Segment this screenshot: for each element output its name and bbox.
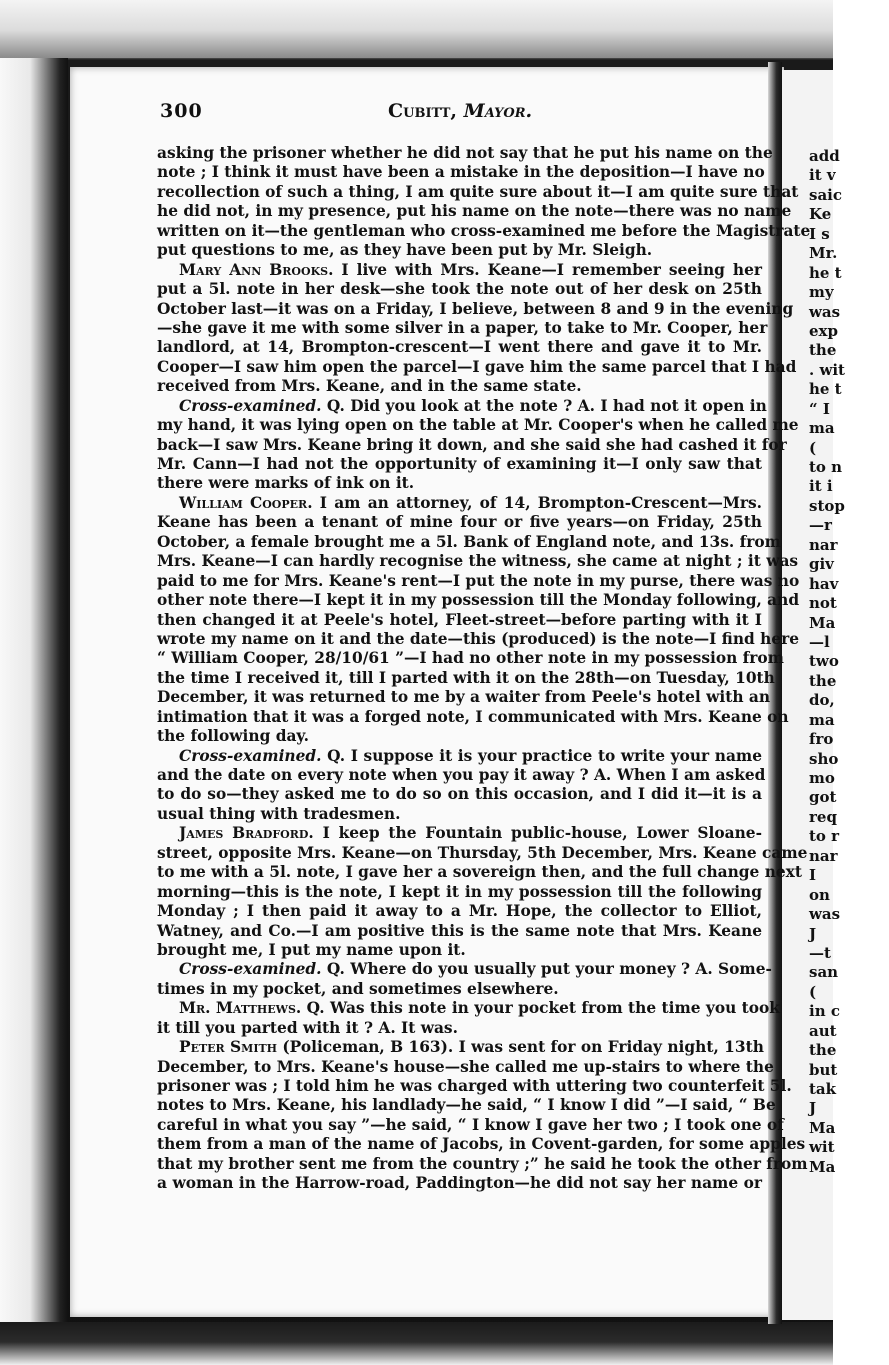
- text-line: [157, 1174, 762, 1193]
- line-text: then changed it at Peele's hotel, Fleet-street—before parting with it I: [157, 610, 762, 629]
- line-text: Cooper—I saw him open the parcel—I gave him the same parcel that I had: [157, 357, 797, 376]
- line-text: notes to Mrs. Keane, his landlady—he said, “ I know I did ”—I said, “ Be: [157, 1096, 776, 1115]
- facing-page-fragment: to r: [809, 827, 840, 846]
- facing-page-fragment: ma: [809, 419, 835, 438]
- line-text: he did not, in my presence, put his name on the note—there was no name: [157, 202, 792, 221]
- line-text: note ; I think it must have been a mistake in the deposition—I have no: [157, 163, 765, 182]
- text-line: [157, 261, 762, 280]
- text-line: [157, 805, 762, 824]
- line-text: I am an attorney, of 14, Brompton-Crescent—Mrs.: [312, 493, 762, 512]
- text-line: [157, 747, 762, 766]
- line-text: received from Mrs. Keane, and in the same state.: [157, 377, 582, 396]
- cross-examined-label: Cross-examined.: [179, 960, 322, 979]
- text-line: [157, 824, 762, 843]
- line-text: the following day.: [157, 727, 309, 746]
- line-text: and the date on every note when you pay it away ? A. When I am asked: [157, 766, 766, 784]
- text-line: [157, 1019, 762, 1038]
- text-line: [157, 396, 767, 416]
- text-line: [157, 494, 762, 513]
- line-text: Monday ; I then paid it away to a Mr. Hope, the collector to Elliot,: [157, 902, 762, 921]
- line-text: December, to Mrs. Keane's house—she called me up-stairs to where the: [157, 1057, 774, 1076]
- facing-page-fragment: on: [809, 885, 830, 904]
- speaker-name: William Cooper.: [179, 493, 313, 512]
- facing-page-fragment: mo: [809, 769, 835, 787]
- text-line: [157, 144, 773, 163]
- facing-page-fragment: nar: [809, 535, 838, 554]
- text-line: [157, 318, 768, 338]
- line-text: December, it was returned to me by a waiter from Peele's hotel with an: [157, 688, 771, 707]
- line-text: Q. Was this note in your pocket from the time you took: [301, 999, 780, 1018]
- facing-page-fragment: not: [809, 594, 837, 613]
- text-line: [157, 999, 780, 1018]
- facing-page-fragment: stop: [809, 496, 845, 515]
- text-line: [157, 241, 762, 260]
- text-line: [157, 552, 799, 571]
- scan-top-margin: [0, 0, 833, 58]
- facing-page-fragment: was: [809, 905, 841, 924]
- text-line: [157, 221, 811, 241]
- line-text: Mr. Cann—I had not the opportunity of examining it—I only saw that: [157, 455, 762, 473]
- line-text: Watney, and Co.—I am positive this is the same note that Mrs. Keane: [157, 921, 762, 940]
- line-text: Q. I suppose it is your practice to write your name: [321, 746, 762, 765]
- text-line: [157, 280, 762, 299]
- line-text: Q. Where do you usually put your money ? A. Some-: [321, 960, 772, 979]
- facing-page-fragment: hav: [809, 574, 839, 593]
- line-text: back—I saw Mrs. Keane bring it down, and she said she had cashed it for: [157, 435, 787, 454]
- line-text: to me with a 5l. note, I gave her a sovereign then, and the full change next: [157, 863, 802, 882]
- facing-page-text: [809, 147, 889, 1177]
- text-line: [157, 785, 762, 804]
- line-text: it till you parted with it ? A. It was.: [157, 1018, 458, 1037]
- facing-page-fragment: —r: [809, 516, 832, 535]
- facing-page-fragment: the: [809, 671, 837, 690]
- facing-page-fragment: exp: [809, 321, 838, 340]
- text-line: [157, 902, 762, 921]
- facing-page-fragment: in c: [809, 1002, 840, 1021]
- text-line: [157, 1057, 774, 1077]
- facing-page-fragment: saic: [809, 185, 842, 204]
- speaker-name: Mary Ann Brooks.: [179, 260, 334, 279]
- facing-page-fragment: fro: [809, 730, 834, 749]
- text-line: [157, 377, 762, 396]
- line-text: paid to me for Mrs. Keane's rent—I put the note in my purse, there was no: [157, 571, 800, 590]
- line-text: usual thing with tradesmen.: [157, 804, 401, 823]
- facing-page-fragment: Mr.: [809, 244, 838, 263]
- facing-page-fragment: the: [809, 341, 837, 360]
- facing-page-fragment: got: [809, 788, 837, 807]
- text-line: [157, 980, 762, 999]
- line-text: asking the prisoner whether he did not say that he put his name on the: [157, 144, 773, 162]
- text-line: [157, 960, 772, 979]
- facing-page-fragment: (: [809, 982, 817, 1001]
- scan-left-edge: [0, 58, 68, 1365]
- line-text: Keane has been a tenant of mine four or five years—on Friday, 25th: [157, 513, 762, 532]
- speaker-name: James Bradford.: [179, 824, 314, 843]
- text-line: [157, 766, 766, 785]
- text-line: [157, 299, 794, 319]
- text-line: [157, 611, 762, 630]
- facing-page-fragment: sho: [809, 749, 839, 768]
- text-line: [157, 707, 789, 727]
- text-line: [157, 532, 781, 552]
- text-line: [157, 1135, 806, 1154]
- facing-page-fragment: do,: [809, 691, 835, 710]
- text-line: [157, 455, 762, 474]
- text-line: [157, 629, 800, 649]
- scan-bottom-edge: [0, 1322, 833, 1365]
- text-line: [157, 571, 800, 591]
- facing-page-edge: [782, 70, 845, 1320]
- text-line: [157, 883, 762, 902]
- facing-page-fragment: I s: [809, 224, 830, 243]
- running-head-title: Mayor.: [463, 100, 533, 122]
- text-line: [157, 1038, 762, 1057]
- facing-page-fragment: I: [809, 866, 817, 885]
- facing-page-fragment: aut: [809, 1021, 837, 1040]
- line-text: October last—it was on a Friday, I believe, between 8 and 9 in the evening: [157, 299, 794, 318]
- facing-page-fragment: but: [809, 1060, 838, 1079]
- line-text: careful in what you say ”—he said, “ I know I gave her two ; I took one of: [157, 1115, 784, 1134]
- running-head-name: Cubitt,: [388, 100, 458, 122]
- facing-page-fragment: my: [809, 283, 834, 302]
- facing-page-fragment: to n: [809, 458, 843, 476]
- facing-page-fragment: ma: [809, 710, 835, 729]
- line-text: —she gave it me with some silver in a paper, to take to Mr. Cooper, her: [157, 318, 768, 337]
- line-text: to do so—they asked me to do so on this occasion, and I did it—it is a: [157, 785, 762, 804]
- speaker-name: Peter Smith: [179, 1038, 278, 1057]
- facing-page-fragment: san: [809, 963, 839, 982]
- facing-page-fragment: add: [809, 147, 840, 165]
- facing-page-fragment: the: [809, 1041, 837, 1060]
- line-text: Q. Did you look at the note ? A. I had not it open in: [321, 396, 767, 415]
- text-line: [157, 591, 800, 610]
- running-head: [388, 100, 532, 122]
- line-text: my hand, it was lying open on the table at Mr. Cooper's when he called me: [157, 416, 799, 435]
- text-line: [157, 941, 762, 960]
- line-text: them from a man of the name of Jacobs, in Covent-garden, for some apples: [157, 1135, 806, 1154]
- cross-examined-label: Cross-examined.: [179, 396, 322, 415]
- text-line: [157, 688, 771, 707]
- line-text: a woman in the Harrow-road, Paddington—he did not say her name or: [157, 1174, 762, 1193]
- page-number: 300: [160, 100, 203, 122]
- line-text: Mrs. Keane—I can hardly recognise the witness, she came at night ; it was: [157, 552, 799, 571]
- text-line: [157, 338, 762, 357]
- line-text: “ William Cooper, 28/10/61 ”—I had no other note in my possession from: [157, 649, 784, 668]
- facing-page-fragment: “ I: [809, 399, 830, 418]
- line-text: prisoner was ; I told him he was charged with uttering two counterfeit 5l.: [157, 1077, 792, 1095]
- facing-page-fragment: J: [809, 924, 817, 943]
- text-line: [157, 357, 797, 377]
- facing-page-fragment: req: [809, 807, 837, 826]
- facing-page-fragment: it v: [809, 166, 836, 185]
- line-text: wrote my name on it and the date—this (produced) is the note—I find here: [157, 629, 800, 648]
- facing-page-fragment: . wit: [809, 360, 845, 379]
- line-text: intimation that it was a forged note, I communicated with Mrs. Keane on: [157, 707, 789, 726]
- facing-page-fragment: (: [809, 438, 817, 457]
- line-text: October, a female brought me a 5l. Bank of England note, and 13s. from: [157, 532, 781, 551]
- line-text: put a 5l. note in her desk—she took the note out of her desk on 25th: [157, 280, 762, 299]
- text-line: [157, 1096, 776, 1115]
- text-line: [157, 1115, 784, 1135]
- facing-page-fragment: J: [809, 1099, 817, 1118]
- line-text: put questions to me, as they have been put by Mr. Sleigh.: [157, 241, 653, 260]
- facing-page-fragment: wit: [809, 1138, 835, 1157]
- text-line: [157, 182, 799, 202]
- text-line: [157, 843, 808, 863]
- cross-examined-label: Cross-examined.: [179, 746, 322, 765]
- page-header: [160, 100, 760, 134]
- facing-page-fragment: it i: [809, 477, 833, 496]
- line-text: I keep the Fountain public-house, Lower Sloane-: [313, 824, 762, 843]
- line-text: recollection of such a thing, I am quite sure about it—I am quite sure that: [157, 182, 799, 201]
- text-line: [157, 163, 765, 182]
- facing-page-fragment: two: [809, 652, 839, 671]
- text-line: [157, 922, 762, 941]
- facing-page-fragment: nar: [809, 846, 838, 865]
- facing-page-fragment: —t: [809, 943, 831, 962]
- line-text: landlord, at 14, Brompton-crescent—I went there and gave it to Mr.: [157, 338, 762, 357]
- facing-page-fragment: was: [809, 302, 841, 321]
- line-text: written on it—the gentleman who cross-examined me before the Magistrate: [157, 221, 811, 240]
- facing-page-fragment: he t: [809, 380, 842, 399]
- line-text: I live with Mrs. Keane—I remember seeing her: [333, 260, 762, 279]
- line-text: brought me, I put my name upon it.: [157, 940, 466, 959]
- facing-page-fragment: giv: [809, 555, 834, 574]
- line-text: street, opposite Mrs. Keane—on Thursday, 5th December, Mrs. Keane came: [157, 843, 808, 862]
- facing-page-fragment: Ke: [809, 205, 832, 224]
- facing-page-fragment: he t: [809, 263, 842, 282]
- line-text: times in my pocket, and sometimes elsewhere.: [157, 979, 559, 998]
- facing-page-fragment: Ma: [809, 1157, 836, 1176]
- text-line: [157, 727, 762, 746]
- text-line: [157, 1154, 808, 1174]
- line-text: morning—this is the note, I kept it in my possession till the following: [157, 882, 762, 901]
- facing-page-fragment: tak: [809, 1080, 837, 1098]
- facing-page-fragment: Ma: [809, 1118, 836, 1137]
- text-line: [157, 474, 762, 493]
- line-text: the time I received it, till I parted with it on the 28th—on Tuesday, 10th: [157, 668, 775, 687]
- text-line: [157, 435, 787, 455]
- text-line: [157, 513, 762, 532]
- line-text: that my brother sent me from the country ;” he said he took the other from: [157, 1154, 808, 1173]
- body-text: [157, 144, 811, 1194]
- facing-page-fragment: Ma: [809, 613, 836, 632]
- line-text: (Policeman, B 163). I was sent for on Friday night, 13th: [277, 1038, 764, 1057]
- text-line: [157, 1077, 792, 1096]
- line-text: other note there—I kept it in my possession till the Monday following, and: [157, 591, 800, 610]
- text-line: [157, 416, 799, 435]
- text-line: [157, 202, 792, 221]
- speaker-name: Mr. Matthews.: [179, 999, 302, 1018]
- text-line: [157, 668, 775, 688]
- facing-page-fragment: —l: [809, 632, 830, 651]
- text-line: [157, 649, 784, 668]
- line-text: there were marks of ink on it.: [157, 474, 415, 493]
- text-line: [157, 863, 802, 882]
